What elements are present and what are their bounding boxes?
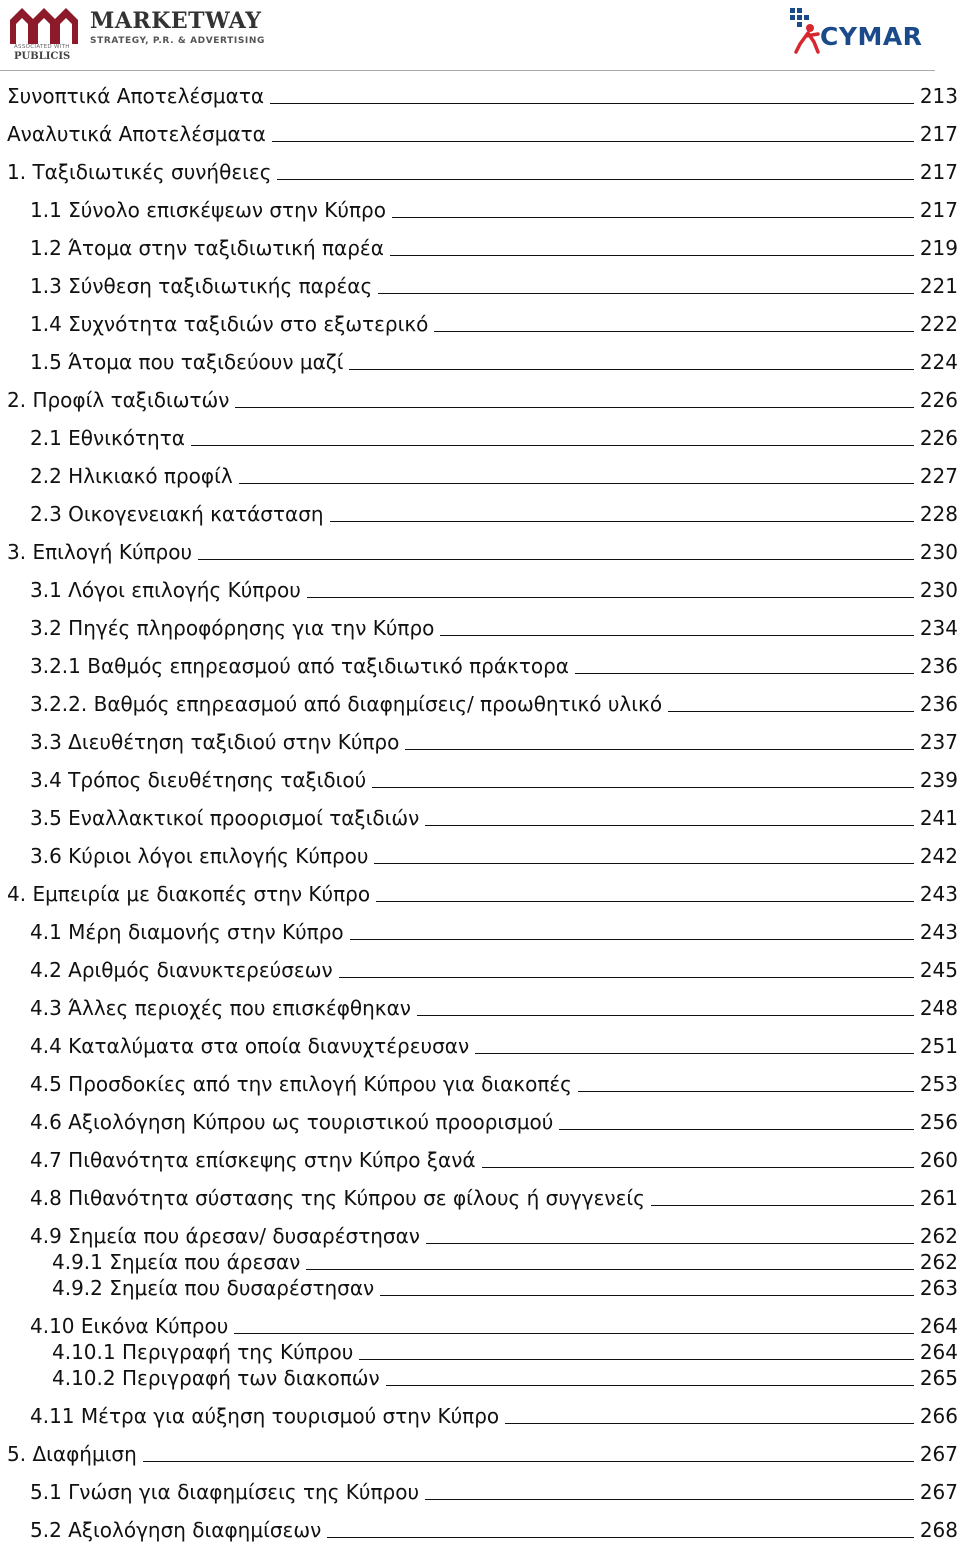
toc-entry[interactable] [0,1106,958,1134]
toc-page-number: 264 [919,1314,958,1338]
toc-entry[interactable] [0,840,958,868]
toc-page-number: 268 [919,1518,958,1542]
toc-page-number: 226 [919,426,958,450]
toc-leader-line [277,178,913,180]
toc-leader-line [505,1422,914,1424]
toc-entry[interactable] [0,498,958,526]
toc-entry[interactable] [0,1246,958,1274]
toc-entry-title: 5.1 Γνώση για διαφημίσεις της Κύπρου [30,1480,420,1504]
toc-entry[interactable] [0,916,958,944]
toc-entry-title: 4.5 Προσδοκίες από την επιλογή Κύπρου για διακοπές [30,1072,572,1096]
toc-entry-title: 2. Προφίλ ταξιδιωτών [7,388,230,412]
toc-entry[interactable] [0,1476,958,1504]
toc-page-number: 251 [919,1034,958,1058]
toc-page-number: 222 [919,312,958,336]
toc-entry-title: 1.1 Σύνολο επισκέψεων στην Κύπρο [30,198,386,222]
toc-entry-title: 4.10.2 Περιγραφή των διακοπών [52,1366,380,1390]
toc-page-number: 262 [919,1250,958,1274]
toc-page-number: 264 [919,1340,958,1364]
toc-entry[interactable] [0,764,958,792]
toc-page-number: 234 [919,616,958,640]
toc-entry[interactable] [0,118,958,146]
toc-leader-line [392,216,914,218]
toc-entry-title: 4.10.1 Περιγραφή της Κύπρου [52,1340,354,1364]
toc-leader-line [651,1204,914,1206]
toc-entry-title: 4.6 Αξιολόγηση Κύπρου ως τουριστικού προορισμού [30,1110,554,1134]
toc-page-number: 253 [919,1072,958,1096]
toc-leader-line [339,976,914,978]
toc-leader-line [405,748,913,750]
toc-entry[interactable] [0,1144,958,1172]
toc-leader-line [425,1498,914,1500]
toc-entry-title: 3.2 Πηγές πληροφόρησης για την Κύπρο [30,616,435,640]
toc-entry[interactable] [0,1400,958,1428]
toc-leader-line [327,1536,914,1538]
toc-leader-line [386,1384,914,1386]
toc-leader-line [198,558,914,560]
toc-page-number: 267 [919,1480,958,1504]
toc-entry-title: 4.11 Μέτρα για αύξηση τουρισμού στην Κύπρο [30,1404,500,1428]
toc-page-number: 243 [919,882,958,906]
toc-entry-title: 4.9.2 Σημεία που δυσαρέστησαν [52,1276,375,1300]
toc-entry-title: 1.3 Σύνθεση ταξιδιωτικής παρέας [30,274,373,298]
toc-page-number: 263 [919,1276,958,1300]
toc-leader-line [376,900,914,902]
toc-entry-title: 3. Επιλογή Κύπρου [7,540,193,564]
toc-leader-line [372,786,914,788]
toc-entry-title: 4.10 Εικόνα Κύπρου [30,1314,229,1338]
toc-leader-line [270,102,914,104]
toc-leader-line [306,1268,913,1270]
toc-page-number: 261 [919,1186,958,1210]
toc-leader-line [434,330,913,332]
marketway-logo [10,6,265,64]
toc-entry-title: 3.1 Λόγοι επιλογής Κύπρου [30,578,301,602]
toc-entry-title: Αναλυτικά Αποτελέσματα [7,122,266,146]
toc-page-number: 221 [919,274,958,298]
marketway-name: MARKETWAY [90,8,262,34]
toc-entry[interactable] [0,612,958,640]
toc-leader-line [374,862,913,864]
toc-entry[interactable] [0,726,958,754]
toc-entry[interactable] [0,422,958,450]
toc-leader-line [272,140,914,142]
toc-entry[interactable] [0,460,958,488]
toc-entry-title: 4.3 Άλλες περιοχές που επισκέφθηκαν [30,996,411,1020]
toc-page-number: 236 [919,692,958,716]
toc-page-number: 230 [919,540,958,564]
toc-entry-title: 5. Διαφήμιση [7,1442,137,1466]
toc-leader-line [482,1166,914,1168]
associated-with-label: ASSOCIATED WITH [14,44,70,50]
toc-page-number: 224 [919,350,958,374]
toc-entry[interactable] [0,384,958,412]
toc-entry[interactable] [0,878,958,906]
toc-entry-title: 3.5 Εναλλακτικοί προορισμοί ταξιδιών [30,806,420,830]
toc-entry-title: 1. Ταξιδιωτικές συνήθειες [7,160,272,184]
toc-leader-line [380,1294,914,1296]
toc-entry[interactable] [0,1182,958,1210]
toc-entry[interactable] [0,270,958,298]
toc-page-number: 239 [919,768,958,792]
toc-entry-title: Συνοπτικά Αποτελέσματα [7,84,265,108]
toc-page-number: 230 [919,578,958,602]
toc-leader-line [440,634,913,636]
toc-entry[interactable] [0,156,958,184]
toc-entry-title: 3.6 Κύριοι λόγοι επιλογής Κύπρου [30,844,369,868]
cymar-name: CYMAR [820,22,923,51]
toc-page-number: 219 [919,236,958,260]
toc-leader-line [239,482,914,484]
toc-entry[interactable] [0,1272,958,1300]
toc-entry[interactable] [0,1220,958,1248]
toc-entry-title: 3.3 Διευθέτηση ταξιδιού στην Κύπρο [30,730,400,754]
toc-entry-title: 3.2.1 Βαθμός επηρεασμού από ταξιδιωτικό πράκτορα [30,654,569,678]
toc-page-number: 262 [919,1224,958,1248]
toc-leader-line [417,1014,914,1016]
toc-page-number: 241 [919,806,958,830]
toc-page-number: 245 [919,958,958,982]
toc-entry-title: 4.9 Σημεία που άρεσαν/ δυσαρέστησαν [30,1224,420,1248]
toc-page-number: 217 [919,122,958,146]
marketway-mark-icon [10,6,82,44]
toc-leader-line [143,1460,914,1462]
toc-entry-title: 2.1 Εθνικότητα [30,426,185,450]
toc-entry-title: 5.2 Αξιολόγηση διαφημίσεων [30,1518,322,1542]
toc-entry[interactable] [0,1336,958,1364]
toc-leader-line [578,1090,914,1092]
toc-entry[interactable] [0,232,958,260]
toc-entry-title: 2.3 Οικογενειακή κατάσταση [30,502,324,526]
toc-leader-line [668,710,914,712]
toc-entry[interactable] [0,80,958,108]
toc-page-number: 248 [919,996,958,1020]
toc-leader-line [234,1332,914,1334]
marketway-tagline: STRATEGY, P.R. & ADVERTISING [90,36,265,46]
toc-page-number: 267 [919,1442,958,1466]
toc-leader-line [191,444,914,446]
toc-leader-line [425,824,914,826]
toc-entry[interactable] [0,1310,958,1338]
toc-entry-title: 3.2.2. Βαθμός επηρεασμού από διαφημίσεις/ προωθητικό υλικό [30,692,663,716]
toc-entry[interactable] [0,346,958,374]
toc-leader-line [390,254,914,256]
toc-entry[interactable] [0,536,958,564]
toc-leader-line [575,672,914,674]
toc-entry[interactable] [0,650,958,678]
toc-entry-title: 4. Εμπειρία με διακοπές στην Κύπρο [7,882,371,906]
toc-leader-line [330,520,914,522]
toc-leader-line [426,1242,914,1244]
toc-entry-title: 4.7 Πιθανότητα επίσκεψης στην Κύπρο ξανά [30,1148,476,1172]
toc-page-number: 243 [919,920,958,944]
toc-entry[interactable] [0,1068,958,1096]
cymar-logo [788,4,938,56]
header-divider [0,70,935,71]
toc-entry[interactable] [0,1438,958,1466]
toc-leader-line [475,1052,914,1054]
toc-entry-title: 1.4 Συχνότητα ταξιδιών στο εξωτερικό [30,312,429,336]
toc-page-number: 213 [919,84,958,108]
toc-entry[interactable] [0,1362,958,1390]
toc-entry-title: 4.9.1 Σημεία που άρεσαν [52,1250,301,1274]
toc-page-number: 242 [919,844,958,868]
toc-entry[interactable] [0,1514,958,1542]
toc-page-number: 228 [919,502,958,526]
toc-entry[interactable] [0,954,958,982]
toc-entry[interactable] [0,194,958,222]
toc-page-number: 227 [919,464,958,488]
toc-page-number: 266 [919,1404,958,1428]
toc-entry-title: 3.4 Τρόπος διευθέτησης ταξιδιού [30,768,367,792]
toc-entry-title: 4.8 Πιθανότητα σύστασης της Κύπρου σε φίλους ή συγγενείς [30,1186,645,1210]
toc-page-number: 237 [919,730,958,754]
toc-leader-line [559,1128,913,1130]
cymar-figure-icon [788,6,822,54]
toc-entry-title: 4.1 Μέρη διαμονής στην Κύπρο [30,920,344,944]
toc-entry[interactable] [0,992,958,1020]
toc-entry[interactable] [0,1030,958,1058]
toc-page-number: 260 [919,1148,958,1172]
toc-leader-line [378,292,914,294]
toc-page-number: 265 [919,1366,958,1390]
toc-page-number: 226 [919,388,958,412]
toc-entry[interactable] [0,308,958,336]
toc-entry-title: 4.4 Καταλύματα στα οποία διανυχτέρευσαν [30,1034,470,1058]
toc-leader-line [350,938,914,940]
toc-entry-title: 1.5 Άτομα που ταξιδεύουν μαζί [30,350,344,374]
toc-leader-line [359,1358,914,1360]
toc-leader-line [349,368,913,370]
page-header [0,0,960,72]
publicis-label: PUBLICIS [14,51,71,62]
toc-page-number: 236 [919,654,958,678]
toc-page-number: 217 [919,198,958,222]
toc-entry[interactable] [0,688,958,716]
toc-entry-title: 4.2 Αριθμός διανυκτερεύσεων [30,958,333,982]
toc-page-number: 256 [919,1110,958,1134]
toc-page-number: 217 [919,160,958,184]
toc-leader-line [235,406,913,408]
toc-leader-line [307,596,914,598]
toc-entry-title: 1.2 Άτομα στην ταξιδιωτική παρέα [30,236,384,260]
toc-entry-title: 2.2 Ηλικιακό προφίλ [30,464,233,488]
toc-entry[interactable] [0,574,958,602]
toc-entry[interactable] [0,802,958,830]
